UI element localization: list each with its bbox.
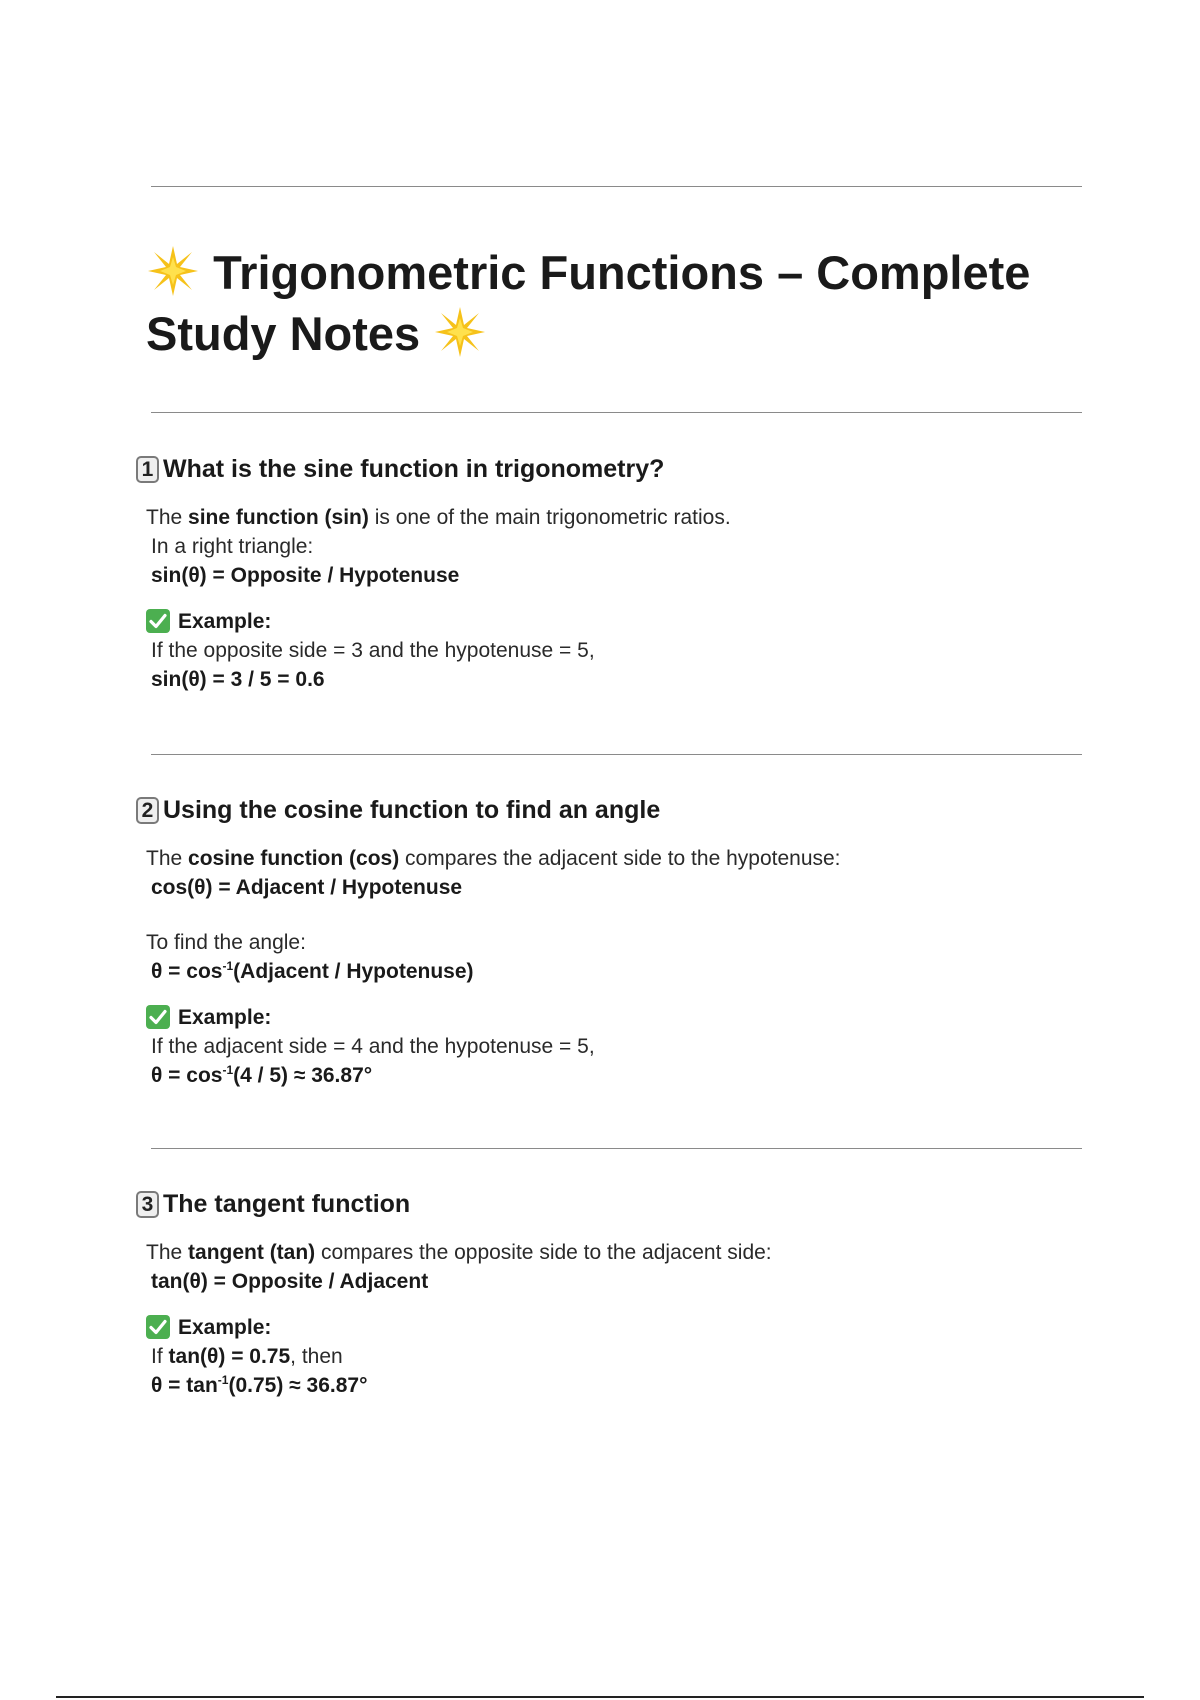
page-bottom-border [56, 1696, 1144, 1698]
check-mark-icon [146, 1315, 170, 1339]
check-mark-icon [146, 609, 170, 633]
formula: $\theta = \cos^{-1}(Adjacent$ / Hypotenuse) [151, 959, 474, 983]
section-tangent [136, 1187, 1086, 1400]
formula: tan(θ) = Opposite / Adjacent [151, 1270, 429, 1293]
example-line: If tan(θ) = 0.75, then [151, 1345, 343, 1368]
intro-line: The cosine function (cos) compares the adjacent side to the hypotenuse: [146, 847, 841, 870]
formula: sin(θ) = Opposite / Hypotenuse [151, 564, 460, 587]
body-line: In a right triangle: [151, 535, 314, 558]
divider [151, 412, 1082, 413]
intro-line: The tangent (tan) compares the opposite side to the adjacent side: [146, 1241, 772, 1264]
divider [151, 1148, 1082, 1149]
sparkle-star-icon [146, 244, 200, 298]
example-result: $\theta = \cos^{-1}(4 / 5) \approx 36.87^\circ$ [151, 1063, 373, 1087]
term-bold: cosine function (cos) [188, 847, 400, 870]
section-heading [136, 452, 1086, 486]
section-heading-text: What is the sine function in trigonometry? [163, 454, 665, 483]
example-label: Example: [136, 1003, 1086, 1032]
formula: cos(θ) = Adjacent / Hypotenuse [151, 876, 463, 899]
section-heading-text: The tangent function [163, 1189, 411, 1218]
section-heading-text: Using the cosine function to find an angle [163, 795, 661, 824]
example-label: Example: [136, 607, 1086, 636]
intro-line: The sine function (sin) is one of the main trigonometric ratios. [146, 506, 731, 529]
example-line: If the opposite side = 3 and the hypotenuse = 5, [151, 639, 595, 662]
term-bold: sine function (sin) [188, 506, 369, 529]
divider [151, 754, 1082, 755]
section-heading [136, 793, 1086, 827]
number-badge: 2 [136, 797, 159, 824]
example-label: Example: [136, 1313, 1086, 1342]
section-cosine [136, 793, 1086, 1090]
example-result: $\theta = \tan^{-1}(0.75) \approx 36.87^\circ$ [151, 1373, 368, 1397]
example-line: If the adjacent side = 4 and the hypotenuse = 5, [151, 1035, 595, 1058]
number-badge: 1 [136, 456, 159, 483]
page-title [146, 242, 1076, 364]
body-line: To find the angle: [146, 931, 306, 954]
term-bold: tangent (tan) [188, 1241, 316, 1264]
section-heading [136, 1187, 1086, 1221]
check-mark-icon [146, 1005, 170, 1029]
divider [151, 186, 1082, 187]
title-text: Trigonometric Functions – Complete Study Notes [146, 246, 1031, 360]
example-result: sin(θ) = 3 / 5 = 0.6 [151, 668, 325, 691]
section-sine [136, 452, 1086, 694]
sparkle-star-icon [433, 305, 487, 359]
number-badge: 3 [136, 1191, 159, 1218]
